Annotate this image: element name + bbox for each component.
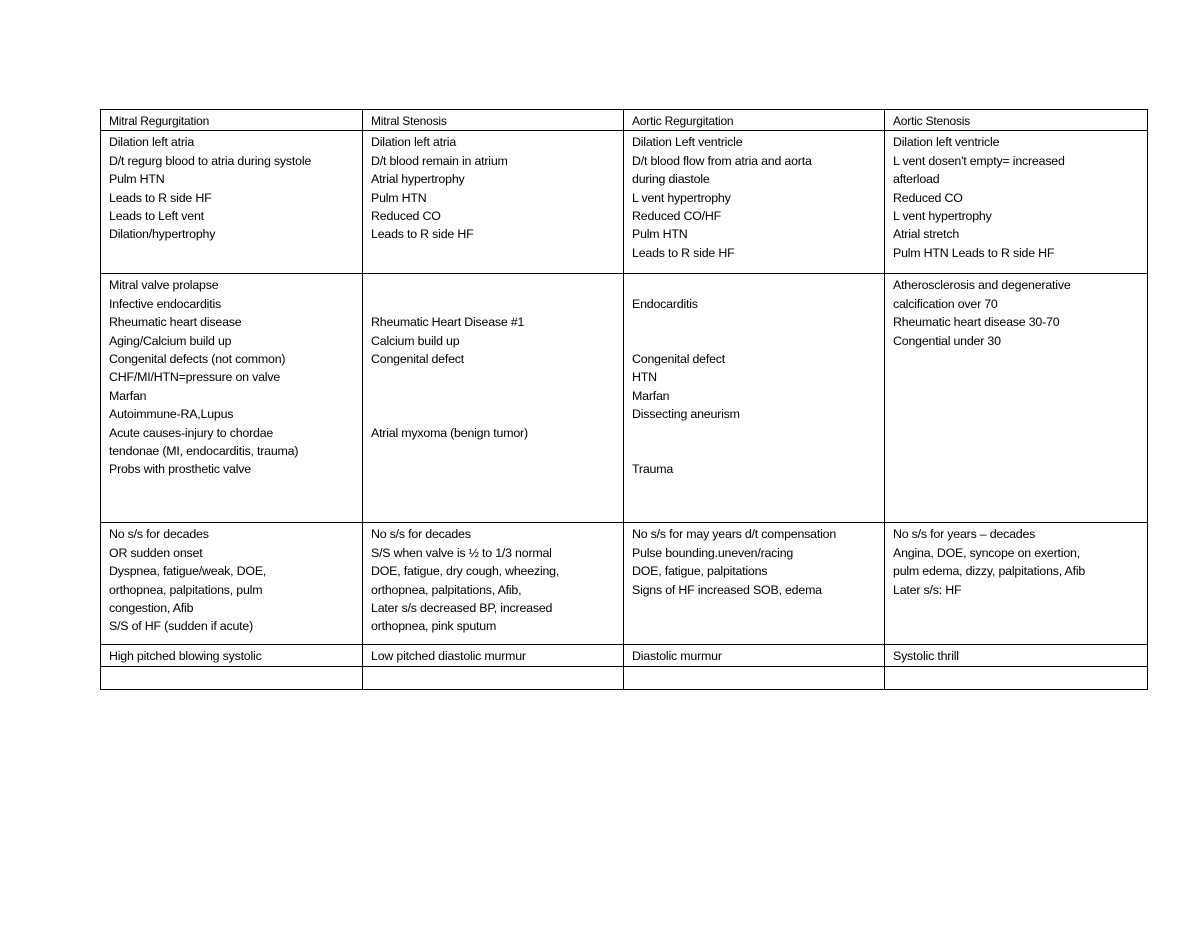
header-aortic-regurgitation: Aortic Regurgitation — [624, 110, 885, 131]
cell-line: No s/s for decades — [109, 527, 209, 542]
cell-line: Later s/s decreased BP, increased — [371, 601, 553, 616]
cell-line: D/t blood flow from atria and aorta — [632, 153, 812, 168]
cell-line: Trauma — [632, 462, 674, 477]
cell-line — [371, 368, 619, 386]
causes-cell — [624, 274, 885, 523]
empty-cell — [885, 666, 1148, 689]
cell-line: Reduced CO — [893, 190, 963, 205]
cell-line: Dissecting aneurism — [632, 407, 740, 422]
symptoms-row — [101, 523, 1148, 645]
header-mitral-regurgitation: Mitral Regurgitation — [101, 110, 363, 131]
cell-line: Autoimmune-RA,Lupus — [109, 407, 234, 422]
effects-cell — [101, 131, 363, 274]
cell-line: S/S of HF (sudden if acute) — [109, 619, 254, 634]
cell-line: Acute causes-injury to chordae — [109, 425, 274, 440]
cell-line: Reduced CO/HF — [632, 209, 721, 224]
murmur-cell: High pitched blowing systolic — [101, 645, 363, 666]
cell-line: Mitral valve prolapse — [109, 278, 219, 293]
cell-line: Dyspnea, fatigue/weak, DOE, — [109, 564, 267, 579]
effects-cell — [624, 131, 885, 274]
cell-line — [371, 387, 619, 405]
symptoms-cell — [624, 523, 885, 645]
cell-line: Atrial stretch — [893, 227, 960, 242]
cell-line — [371, 405, 619, 423]
cell-line: calcification over 70 — [893, 296, 998, 311]
cell-line: Congential under 30 — [893, 333, 1001, 348]
cell-line — [371, 295, 619, 313]
cell-line: CHF/MI/HTN=pressure on valve — [109, 370, 281, 385]
cell-line: Rheumatic Heart Disease #1 — [371, 315, 525, 330]
symptoms-cell — [363, 523, 624, 645]
symptoms-cell — [101, 523, 363, 645]
cell-line: Pulse bounding.uneven/racing — [632, 545, 794, 560]
empty-row — [101, 666, 1148, 689]
cell-line — [632, 332, 880, 350]
causes-row — [101, 274, 1148, 523]
cell-line: Atrial myxoma (benign tumor) — [371, 425, 528, 440]
cell-line — [632, 442, 880, 460]
valve-disorders-table — [100, 109, 1148, 690]
symptoms-cell — [885, 523, 1148, 645]
cell-line: Calcium build up — [371, 333, 460, 348]
cell-line: Leads to Left vent — [109, 209, 204, 224]
header-aortic-stenosis: Aortic Stenosis — [885, 110, 1148, 131]
cell-line: S/S when valve is ½ to 1/3 normal — [371, 545, 552, 560]
empty-cell — [624, 666, 885, 689]
causes-cell — [101, 274, 363, 523]
cell-line: pulm edema, dizzy, palpitations, Afib — [893, 564, 1086, 579]
cell-line — [632, 424, 880, 442]
cell-line: Leads to R side HF — [632, 245, 735, 260]
murmur-cell: Diastolic murmur — [624, 645, 885, 666]
cell-line: Dilation Left ventricle — [632, 135, 743, 150]
cell-line: Dilation left atria — [109, 135, 195, 150]
murmur-row — [101, 645, 1148, 666]
cell-line: Pulm HTN Leads to R side HF — [893, 245, 1055, 260]
cell-line: L vent hypertrophy — [632, 190, 731, 205]
effects-cell — [363, 131, 624, 274]
cell-line: Marfan — [109, 388, 147, 403]
cell-line: Signs of HF increased SOB, edema — [632, 582, 822, 597]
cell-line — [632, 313, 880, 331]
cell-line: DOE, fatigue, dry cough, wheezing, — [371, 564, 560, 579]
cell-line: D/t regurg blood to atria during systole — [109, 153, 312, 168]
cell-line: L vent dosen't empty= increased — [893, 153, 1065, 168]
cell-line: Leads to R side HF — [109, 190, 212, 205]
cell-line: afterload — [893, 172, 940, 187]
cell-line: Dilation left ventricle — [893, 135, 1000, 150]
cell-line: Aging/Calcium build up — [109, 333, 232, 348]
cell-line: Dilation left atria — [371, 135, 457, 150]
cell-line: Rheumatic heart disease — [109, 315, 242, 330]
effects-row — [101, 131, 1148, 274]
cell-line: Congenital defects (not common) — [109, 352, 286, 367]
cell-line: Congenital defect — [632, 351, 726, 366]
cell-line — [371, 276, 619, 294]
causes-cell — [363, 274, 624, 523]
cell-line: tendonae (MI, endocarditis, trauma) — [109, 444, 299, 459]
cell-line: orthopnea, palpitations, pulm — [109, 582, 263, 597]
cell-line: Reduced CO — [371, 209, 441, 224]
cell-line: congestion, Afib — [109, 601, 194, 616]
empty-cell — [101, 666, 363, 689]
cell-line: Endocarditis — [632, 296, 698, 311]
cell-line: No s/s for may years d/t compensation — [632, 527, 837, 542]
cell-line: Later s/s: HF — [893, 582, 962, 597]
cell-line: HTN — [632, 370, 657, 385]
cell-line: Angina, DOE, syncope on exertion, — [893, 545, 1080, 560]
cell-line: Atrial hypertrophy — [371, 172, 465, 187]
header-row — [101, 110, 1148, 131]
cell-line: Infective endocarditis — [109, 296, 221, 311]
cell-line: L vent hypertrophy — [893, 209, 992, 224]
cell-line: orthopnea, palpitations, Afib, — [371, 582, 522, 597]
cell-line: D/t blood remain in atrium — [371, 153, 508, 168]
cell-line: Probs with prosthetic valve — [109, 462, 251, 477]
cell-line: Pulm HTN — [632, 227, 688, 242]
cell-line — [632, 276, 880, 294]
cell-line: Congenital defect — [371, 352, 465, 366]
cell-line: Marfan — [632, 388, 670, 403]
murmur-cell: Low pitched diastolic murmur — [363, 645, 624, 666]
effects-cell — [885, 131, 1148, 274]
murmur-cell: Systolic thrill — [885, 645, 1148, 666]
cell-line: Rheumatic heart disease 30-70 — [893, 315, 1060, 330]
causes-cell — [885, 274, 1148, 523]
cell-line: Leads to R side HF — [371, 227, 474, 242]
cell-line: Pulm HTN — [371, 190, 427, 205]
empty-cell — [363, 666, 624, 689]
cell-line: during diastole — [632, 172, 710, 187]
cell-line: Atherosclerosis and degenerative — [893, 278, 1071, 293]
cell-line: No s/s for years – decades — [893, 527, 1036, 542]
cell-line: orthopnea, pink sputum — [371, 619, 497, 634]
cell-line: Dilation/hypertrophy — [109, 227, 216, 242]
cell-line: Pulm HTN — [109, 172, 165, 187]
cell-line: OR sudden onset — [109, 545, 203, 560]
cell-line: DOE, fatigue, palpitations — [632, 564, 768, 579]
cell-line: No s/s for decades — [371, 527, 471, 542]
header-mitral-stenosis: Mitral Stenosis — [363, 110, 624, 131]
